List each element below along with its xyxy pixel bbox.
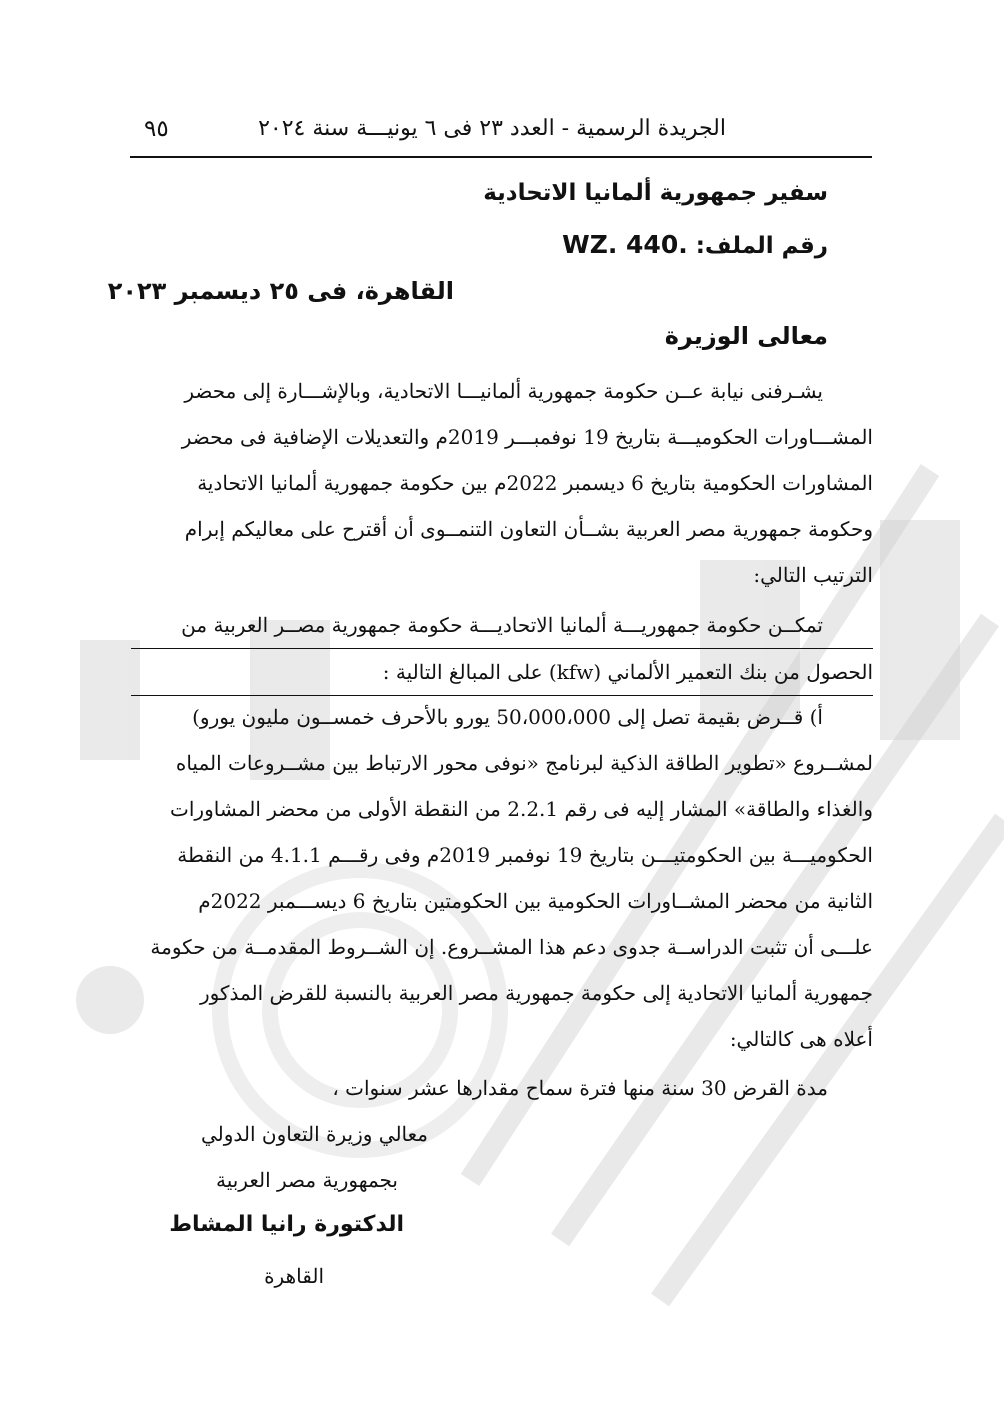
- gazette-title: الجريدة الرسمية - العدد ٢٣ فى ٦ يونيـــة سنة ٢٠٢٤: [258, 116, 726, 141]
- header-divider: [130, 156, 872, 158]
- paragraph-line: وحكومة جمهورية مصر العربية بشــأن التعاون التنمــوى أن أقترح على معاليكم إبرام: [184, 517, 873, 541]
- recipient-name: الدكتورة رانيا المشاط: [169, 1212, 404, 1237]
- paragraph-line: يشـرفنى نيابة عــن حكومة جمهورية ألمانيـــا الاتحادية، وبالإشـــارة إلى محضر: [184, 379, 823, 403]
- loan-term: مدة القرض 30 سنة منها فترة سماح مقدارها عشر سنوات ،: [332, 1076, 828, 1100]
- paragraph-line: المشاورات الحكومية بتاريخ 6 ديسمبر 2022م بين حكومة جمهورية ألمانيا الاتحادية: [197, 471, 873, 495]
- paragraph-line: الحكوميـــة بين الحكومتيـــن بتاريخ 19 نوفمبر 2019م وفى رقـــم 4.1.1 من النقطة: [177, 843, 873, 867]
- paragraph-line: لمشــروع «تطوير الطاقة الذكية لبرنامج «نوفى محور الارتباط بين مشــروعات المياه: [175, 751, 873, 775]
- paragraph-line: والغذاء والطاقة» المشار إليه فى رقم 2.2.1 من النقطة الأولى من محضر المشاورات: [170, 797, 873, 821]
- salutation: معالى الوزيرة: [664, 322, 828, 350]
- paragraph-intro: [131, 368, 873, 598]
- paragraph-line: أ) قــرض بقيمة تصل إلى 50،000،000 يورو بالأحرف خمســون مليون يورو): [192, 705, 823, 729]
- page-number: ٩٥: [144, 116, 169, 142]
- page-header: [130, 112, 872, 156]
- paragraph-line: الثانية من محضر المشــاورات الحكومية بين الحكومتين بتاريخ 6 ديســـمبر 2022م: [198, 889, 873, 913]
- paragraph-line: الحصول من بنك التعمير الألماني (kfw) على المبالغ التالية :: [131, 649, 873, 696]
- recipient-title: معالي وزيرة التعاون الدولي: [200, 1122, 428, 1146]
- paragraph-line: جمهورية ألمانيا الاتحادية إلى حكومة جمهورية مصر العربية بالنسبة للقرض المذكور: [199, 981, 873, 1005]
- recipient-country: بجمهورية مصر العربية: [215, 1168, 398, 1192]
- paragraph-line: الترتيب التالي:: [753, 563, 873, 587]
- addressee: سفير جمهورية ألمانيا الاتحادية: [483, 180, 828, 206]
- letter-date: القاهرة، فى ٢٥ ديسمبر ٢٠٢٣: [107, 277, 454, 305]
- file-number: [562, 230, 828, 259]
- paragraph-arrangement: [131, 602, 873, 696]
- paragraph-line: علـــى أن تثبت الدراســة جدوى دعم هذا المشــروع. إن الشــروط المقدمــة من حكومة: [150, 935, 873, 959]
- file-number-value: WZ. 440.: [562, 230, 688, 259]
- paragraph-line: أعلاه هى كالتالي:: [729, 1027, 873, 1051]
- paragraph-loan: [131, 694, 873, 1062]
- file-number-label: رقم الملف:: [695, 233, 828, 259]
- paragraph-line: تمكــن حكومة جمهوريـــة ألمانيا الاتحاديـــة حكومة جمهورية مصــر العربية من: [131, 602, 873, 649]
- paragraph-line: المشـــاورات الحكوميـــة بتاريخ 19 نوفمبـــر 2019م والتعديلات الإضافية فى محضر: [181, 425, 873, 449]
- recipient-city: القاهرة: [264, 1264, 324, 1288]
